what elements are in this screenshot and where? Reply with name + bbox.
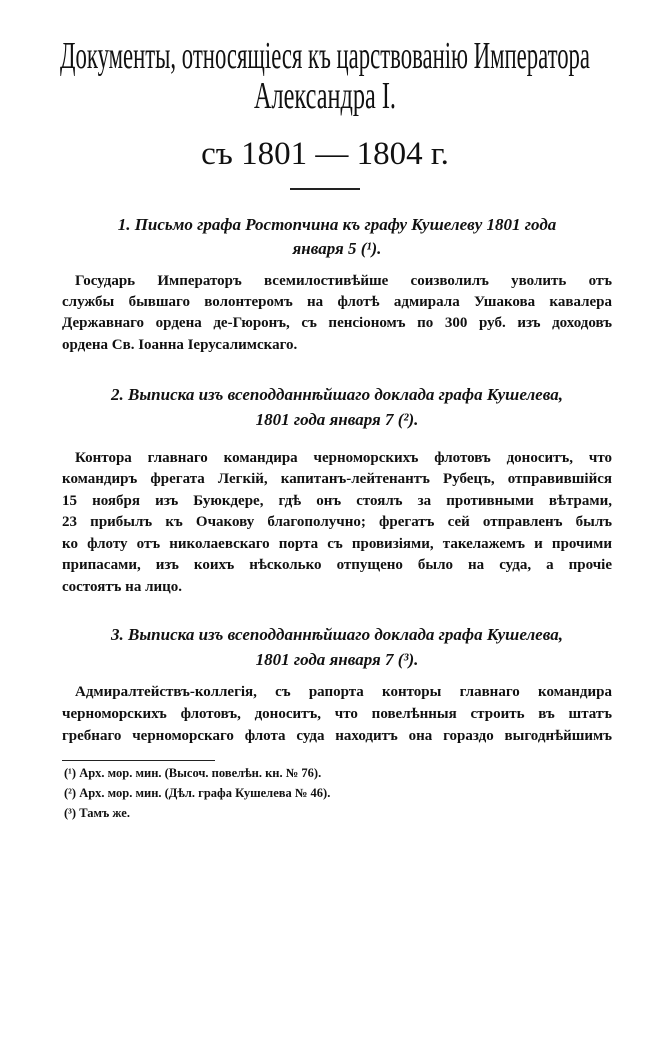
section-1-line: ордена Св. Іоанна Іерусалимскаго. xyxy=(62,337,298,353)
section-2-line: командиръ фрегата Легкій, капитанъ-лейтенантъ Рубецъ, отправившійся xyxy=(62,471,612,487)
section-3-heading: 1801 года января 7 (³). xyxy=(255,650,419,669)
section-3-heading: 3. Выписка изъ всеподданнѣйшаго доклада графа Кушелева, xyxy=(111,625,563,644)
section-3-line: Адмиралтействъ-коллегія, съ рапорта конторы главнаго командира xyxy=(75,684,612,700)
section-2-line: ко флоту отъ николаевскаго порта съ провизіями, такелажемъ и прочими xyxy=(62,536,612,552)
section-2-line: Контора главнаго командира черноморскихъ флотовъ доноситъ, что xyxy=(75,450,612,466)
footnote-divider xyxy=(62,760,215,761)
section-1-line: Державнаго ордена де-Гюронъ, съ пенсіономъ по 300 руб. изъ доходовъ xyxy=(62,315,612,331)
footnote-2: (²) Арх. мор. мин. (Дѣл. графа Кушелева № 46). xyxy=(64,786,331,800)
section-2-heading: 1801 года января 7 (²). xyxy=(255,410,419,429)
section-1-heading: 1. Письмо графа Ростопчина къ графу Кушелеву 1801 года xyxy=(117,215,557,234)
section-1-line: службы бывшаго волонтеромъ на флотѣ адмирала Ушакова кавалера xyxy=(62,294,612,310)
section-3-line: черноморскихъ флотовъ, доноситъ, что повелѣнныя строить въ штатъ xyxy=(62,706,612,722)
title-divider xyxy=(290,188,360,190)
section-2-line: 23 прибылъ къ Очакову благополучно; фрегатъ сей отправленъ былъ xyxy=(62,514,612,530)
title-text: Александра I. xyxy=(254,75,396,117)
footnote-3: (³) Тамъ же. xyxy=(64,806,130,820)
section-1-heading: января 5 (¹). xyxy=(292,239,382,258)
period-title: съ 1801 — 1804 г. xyxy=(201,136,449,172)
section-2-line: состоятъ на лицо. xyxy=(62,579,183,595)
section-2-line: 15 ноября изъ Буюкдере, гдѣ онъ стоялъ за противными вѣтрами, xyxy=(62,493,612,509)
footnote-1: (¹) Арх. мор. мин. (Высоч. повелѣн. кн. № 76). xyxy=(64,766,322,780)
section-2-line: припасами, изъ коихъ нѣсколько отпущено было на суда, а прочіе xyxy=(62,557,612,573)
page-title-line-2 xyxy=(0,70,650,118)
section-2-heading: 2. Выписка изъ всеподданнѣйшаго доклада графа Кушелева, xyxy=(111,385,563,404)
section-3-line: гребнаго черноморскаго флота суда находитъ она гораздо выгоднѣйшимъ xyxy=(62,728,612,744)
section-1-line: Государь Императоръ всемилостивѣйше соизволилъ уволить отъ xyxy=(75,273,612,289)
title-text: Документы, относящіеся къ царствованію Императора xyxy=(60,35,591,77)
